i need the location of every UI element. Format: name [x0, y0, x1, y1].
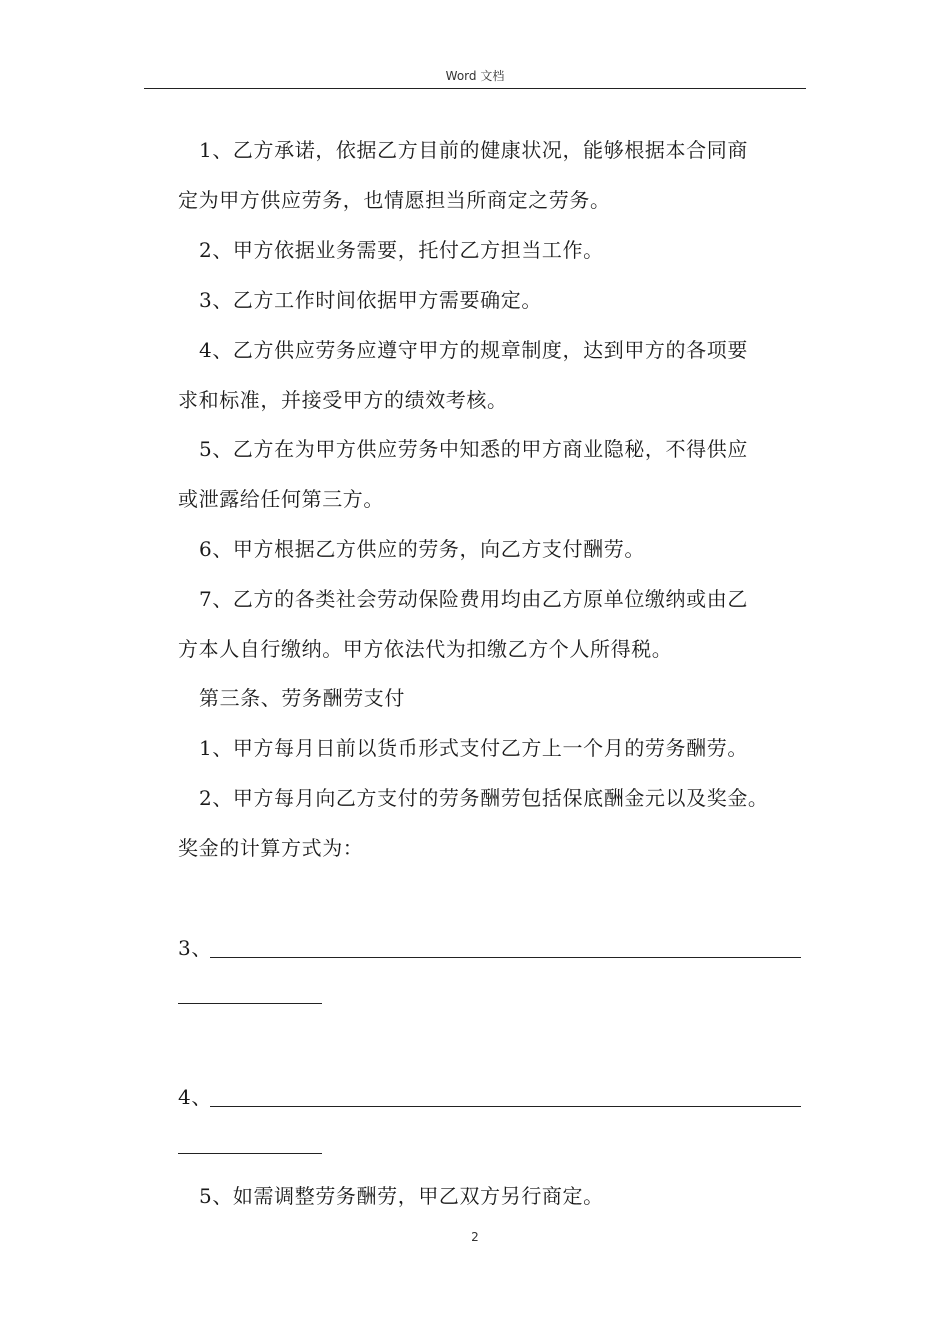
paragraph-line: 2、甲方每月向乙方支付的劳务酬劳包括保底酬金元以及奖金。 — [199, 786, 769, 810]
section-heading: 第三条、劳务酬劳支付 — [199, 686, 405, 710]
paragraph-line: 2、甲方依据业务需要，托付乙方担当工作。 — [199, 238, 604, 262]
paragraph-line: 5、如需调整劳务酬劳，甲乙双方另行商定。 — [199, 1184, 604, 1208]
page-number: 2 — [471, 1230, 479, 1244]
fill-in-blank-line — [178, 1153, 322, 1154]
paragraph-line: 1、乙方承诺，依据乙方目前的健康状况，能够根据本合同商 — [199, 138, 748, 162]
paragraph-line: 奖金的计算方式为： — [178, 836, 364, 860]
blank-item-label: 4、 — [178, 1085, 212, 1109]
blank-item-label: 3、 — [178, 936, 212, 960]
paragraph-line: 4、乙方供应劳务应遵守甲方的规章制度，达到甲方的各项要 — [199, 338, 748, 362]
paragraph-line: 3、乙方工作时间依据甲方需要确定。 — [199, 288, 542, 312]
fill-in-blank-line — [178, 1003, 322, 1004]
paragraph-line: 5、乙方在为甲方供应劳务中知悉的甲方商业隐秘，不得供应 — [199, 437, 748, 461]
paragraph-line: 1、甲方每月日前以货币形式支付乙方上一个月的劳务酬劳。 — [199, 736, 748, 760]
paragraph-line: 定为甲方供应劳务，也情愿担当所商定之劳务。 — [178, 188, 611, 212]
paragraph-line: 求和标准，并接受甲方的绩效考核。 — [178, 388, 508, 412]
header-title: Word 文档 — [445, 69, 505, 83]
paragraph-line: 7、乙方的各类社会劳动保险费用均由乙方原单位缴纳或由乙 — [199, 587, 748, 611]
page-header — [144, 66, 806, 89]
paragraph-line: 6、甲方根据乙方供应的劳务，向乙方支付酬劳。 — [199, 537, 645, 561]
paragraph-line: 或泄露给任何第三方。 — [178, 487, 384, 511]
fill-in-blank-line — [210, 1106, 801, 1107]
paragraph-line: 方本人自行缴纳。甲方依法代为扣缴乙方个人所得税。 — [178, 637, 673, 661]
fill-in-blank-line — [210, 957, 801, 958]
